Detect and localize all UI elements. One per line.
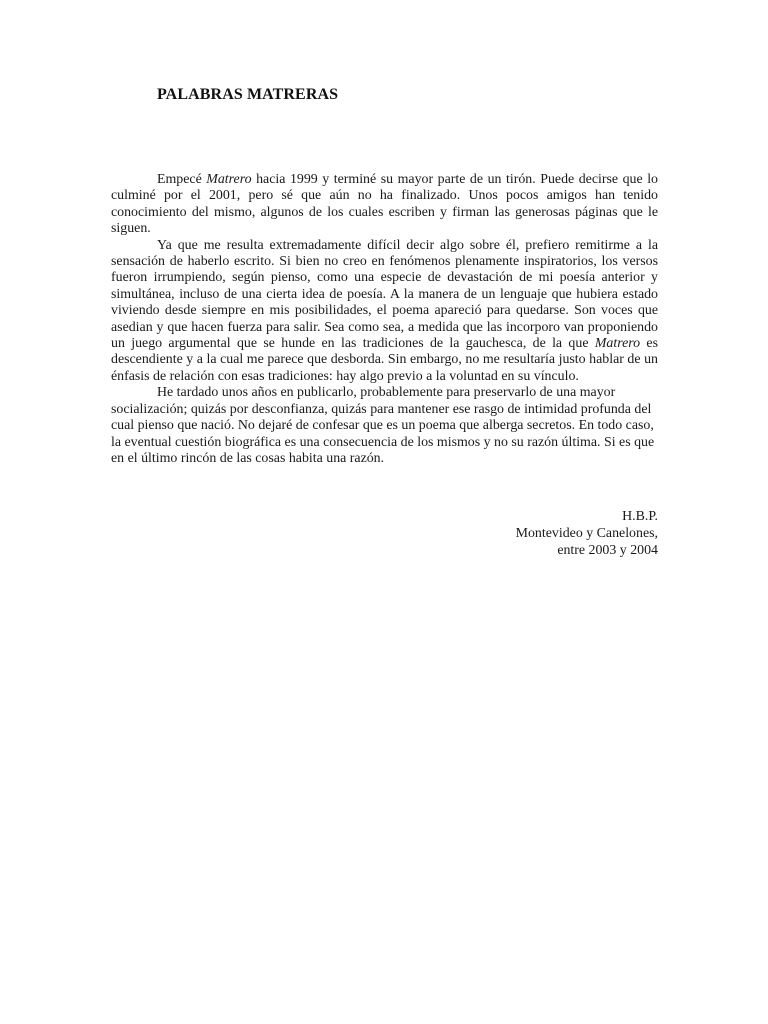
paragraph-3-text: He tardado unos años en publicarlo, probablemente para preservarlo de una mayor socialización; quizás por desconfianza, quizás para mantener ese rasgo de intimidad profunda del cual pienso que nació. No dejaré de confesar que es un poema que alberga secretos. En todo caso, la eventual cuestión biográfica es una consecuencia de los mismos y no su razón última. Si es que en el último rincón de las cosas habita una razón. [111, 385, 655, 466]
paragraph-2-italic-title: Matrero [594, 336, 641, 352]
paragraph-2-text-start: Ya que me resulta extremadamente difícil decir algo sobre él, prefiero remitirme a la sensación de haberlo escrito. Si bien no creo en fenómenos plenamente inspiratorios, los versos fueron irrumpiendo, según pienso, como una especie de devastación de mi poesía anterior y simultánea, incluso de una cierta idea de poesía. A la manera de un lenguaje que hubiera estado viviendo desde siempre en mis posibilidades, el poema apareció para quedarse. Son voces que asedian y que hacen fuerza para salir. Sea como sea, a medida que las incorporo van proponiendo un juego argumental que se hunde en las tradiciones de la gauchesca, de la que [111, 237, 658, 352]
paragraph-1-text-end: hacia 1999 y terminé su mayor parte de un tirón. Puede decirse que lo culminé por el 2001, pero sé que aún no ha finalizado. Unos pocos amigos han tenido conocimiento del mismo, algunos de los cuales escriben y firman las generosas páginas que le siguen. [111, 172, 658, 237]
signature-block [516, 508, 658, 559]
signature-date: entre 2003 y 2004 [557, 543, 658, 558]
paragraph-2 [111, 238, 658, 386]
paragraph-1-italic-title: Matrero [206, 172, 252, 187]
paragraph-1-text-start: Empecé [157, 172, 207, 187]
paragraph-2-text-end: es descendiente y a la cual me parece que desborda. Sin embargo, no me resultaría justo hablar de un énfasis de relación con esas tradiciones: hay algo previo a la voluntad en su vínculo. [111, 336, 658, 384]
signature-place: Montevideo y Canelones, [515, 526, 658, 541]
signature-initials: H.B.P. [622, 509, 658, 524]
body-text [111, 172, 658, 467]
paragraph-1 [111, 172, 658, 238]
page-title: PALABRAS MATRERAS [157, 86, 339, 103]
paragraph-3 [111, 385, 658, 467]
